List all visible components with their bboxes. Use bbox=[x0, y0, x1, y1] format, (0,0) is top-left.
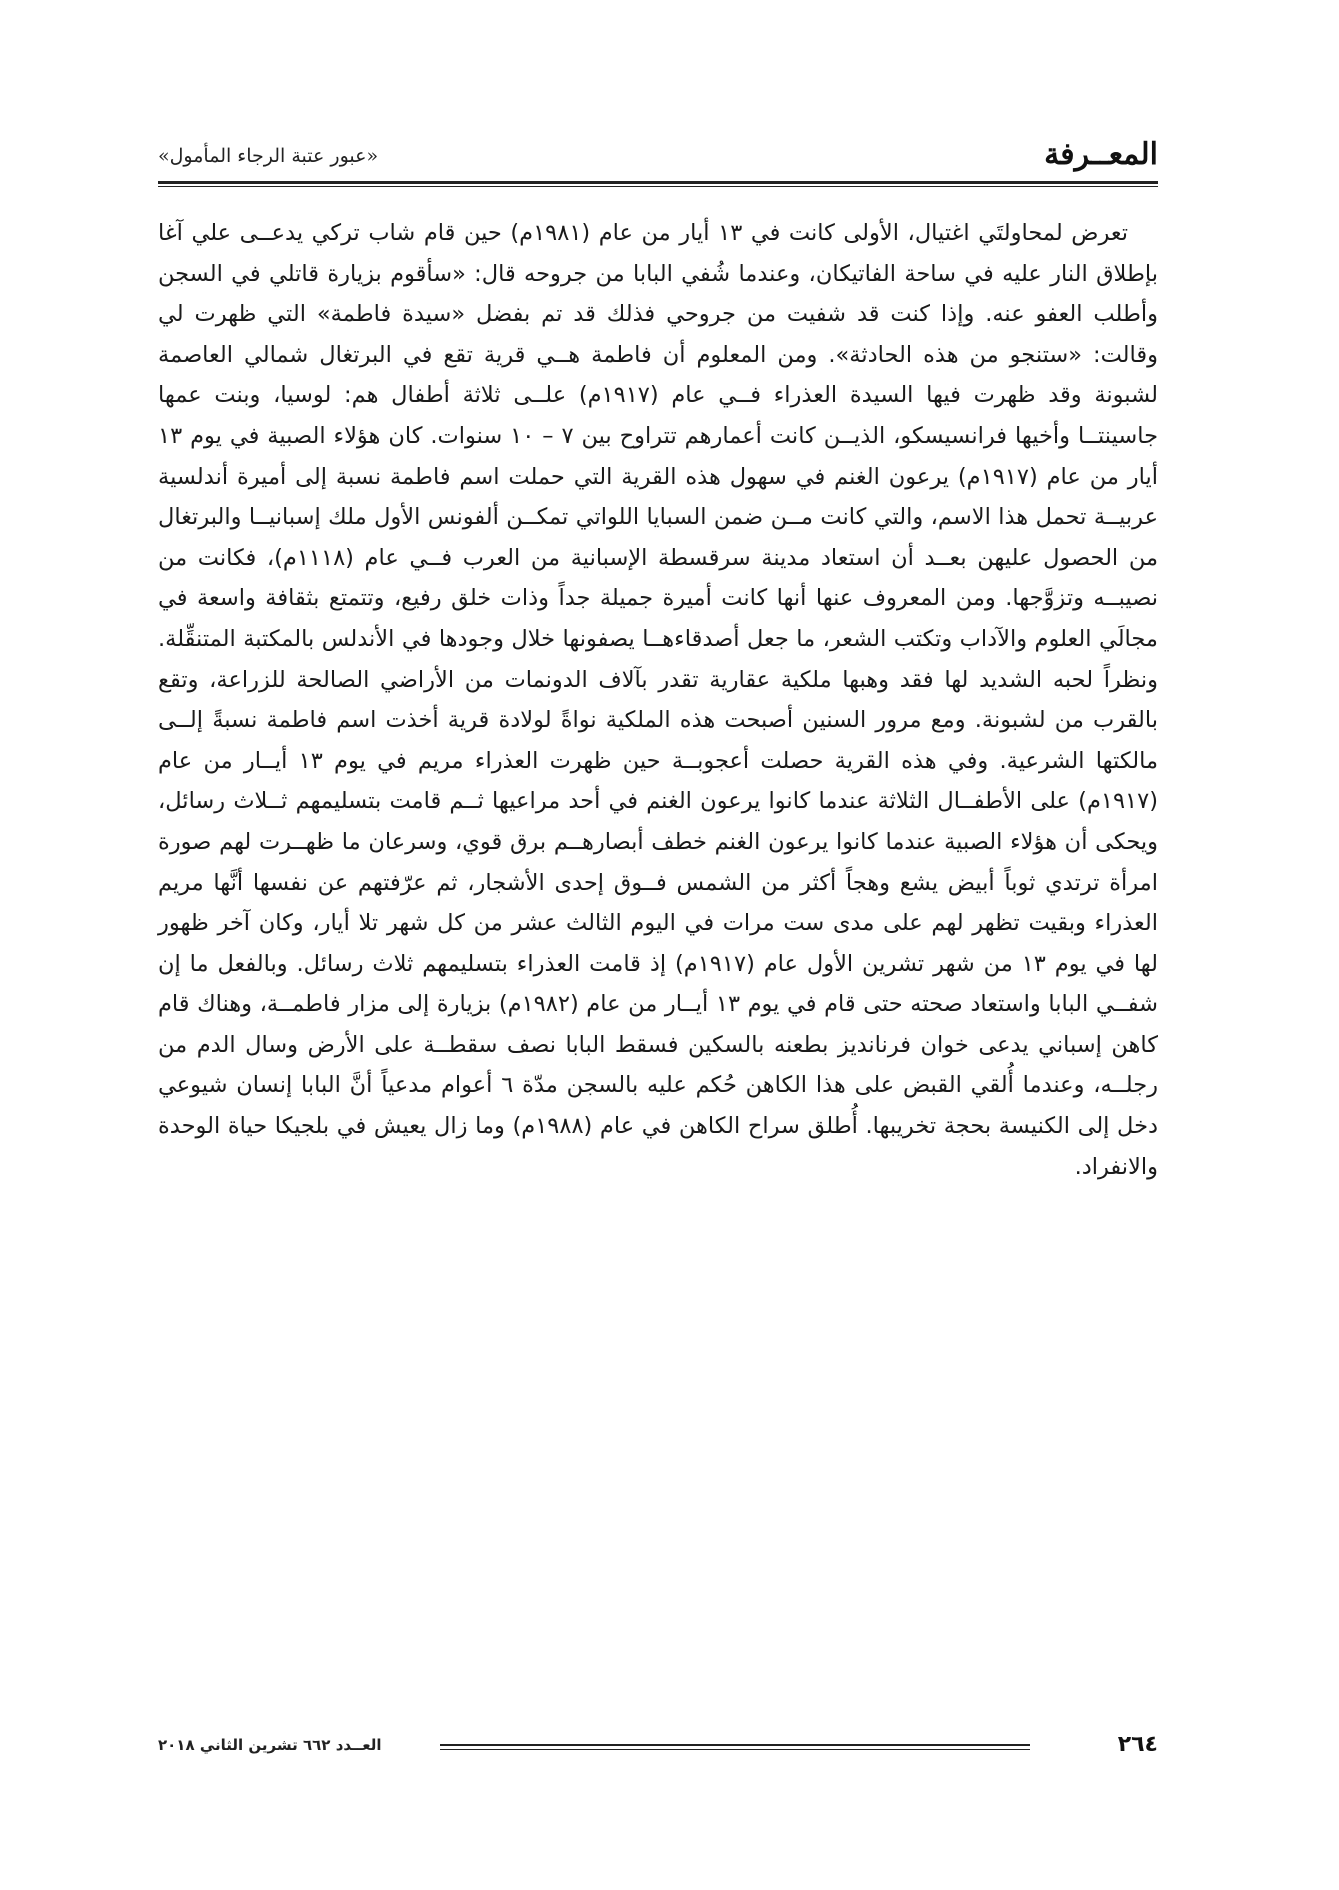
header-rule-thin bbox=[158, 186, 1158, 187]
magazine-logo: المعــرفة bbox=[1044, 137, 1158, 172]
footer-rule-thick bbox=[440, 1744, 1030, 1746]
page-header bbox=[158, 135, 1158, 175]
issue-info: العــدد ٦٦٢ تشرين الثاني ٢٠١٨ bbox=[158, 1736, 382, 1754]
footer-rule bbox=[440, 1744, 1030, 1752]
footer-rule-thin bbox=[440, 1749, 1030, 1750]
body-paragraph: تعرض لمحاولتَي اغتيال، الأولى كانت في ١٣ أيار من عام (١٩٨١م) حين قام شاب تركي يدعــى علي آغا بإطلاق النار عليه في ساحة الفاتيكان، وعندما شُفي البابا من جروحه قال: «سأقوم بزيارة قاتلي في السجن وأطلب العفو عنه. وإذا كنت قد شفيت من جروحي فذلك قد تم بفضل «سيدة فاطمة» التي ظهرت لي وقالت: «ستنجو من هذه الحادثة». ومن المعلوم أن فاطمة هــي قرية تقع في البرتغال شمالي العاصمة لشبونة وقد ظهرت فيها السيدة العذراء فــي عام (١٩١٧م) علــى ثلاثة أطفال هم: لوسيا، وبنت عمها جاسينتــا وأخيها فرانسيسكو، الذيــن كانت أعمارهم تتراوح بين ٧ – ١٠ سنوات. كان هؤلاء الصبية في يوم ١٣ أيار من عام (١٩١٧م) يرعون الغنم في سهول هذه القرية التي حملت اسم فاطمة نسبة إلى أميرة أندلسية عربيــة تحمل هذا الاسم، والتي كانت مــن ضمن السبايا اللواتي تمكــن ألفونس الأول ملك إسبانيــا والبرتغال من الحصول عليهن بعــد أن استعاد مدينة سرقسطة الإسبانية من العرب فــي عام (١١١٨م)، فكانت من نصيبــه وتزوَّجها. ومن المعروف عنها أنها كانت أميرة جميلة جداً وذات خلق رفيع، وتتمتع بثقافة واسعة في مجالَي العلوم والآداب وتكتب الشعر، ما جعل أصدقاءهــا يصفونها خلال وجودها في الأندلس بالمكتبة المتنقِّلة. ونظراً لحبه الشديد لها فقد وهبها ملكية عقارية تقدر بآلاف الدونمات من الأراضي الصالحة للزراعة، وتقع بالقرب من لشبونة. ومع مرور السنين أصبحت هذه الملكية نواةً لولادة قرية أخذت اسم فاطمة نسبةً إلــى مالكتها الشرعية. وفي هذه القرية حصلت أعجوبــة حين ظهرت العذراء مريم في يوم ١٣ أيــار من عام (١٩١٧م) على الأطفــال الثلاثة عندما كانوا يرعون الغنم في أحد مراعيها ثــم قامت بتسليمهم ثــلاث رسائل، ويحكى أن هؤلاء الصبية عندما كانوا يرعون الغنم خطف أبصارهــم برق قوي، وسرعان ما ظهــرت لهم صورة امرأة ترتدي ثوباً أبيض يشع وهجاً أكثر من الشمس فــوق إحدى الأشجار، ثم عرّفتهم عن نفسها أنَّها مريم العذراء وبقيت تظهر لهم على مدى ست مرات في اليوم الثالث عشر من كل شهر تلا أيار، وكان آخر ظهور لها في يوم ١٣ من شهر تشرين الأول عام (١٩١٧م) إذ قامت العذراء بتسليمهم ثلاث رسائل. وبالفعل ما إن شفــي البابا واستعاد صحته حتى قام في يوم ١٣ أيــار من عام (١٩٨٢م) بزيارة إلى مزار فاطمــة، وهناك قام كاهن إسباني يدعى خوان فرنانديز بطعنه بالسكين فسقط البابا نصف سقطــة على الأرض وسال الدم من رجلــه، وعندما أُلقي القبض على هذا الكاهن حُكم عليه بالسجن مدّة ٦ أعوام مدعياً أنَّ البابا إنسان شيوعي دخل إلى الكنيسة بحجة تخريبها. أُطلق سراح الكاهن في عام (١٩٨٨م) وما زال يعيش في بلجيكا حياة الوحدة والانفراد. bbox=[158, 220, 1159, 1180]
running-title: «عبور عتبة الرجاء المأمول» bbox=[158, 145, 379, 167]
page-number: ٢٦٤ bbox=[1117, 1732, 1158, 1757]
header-rule bbox=[158, 181, 1158, 184]
